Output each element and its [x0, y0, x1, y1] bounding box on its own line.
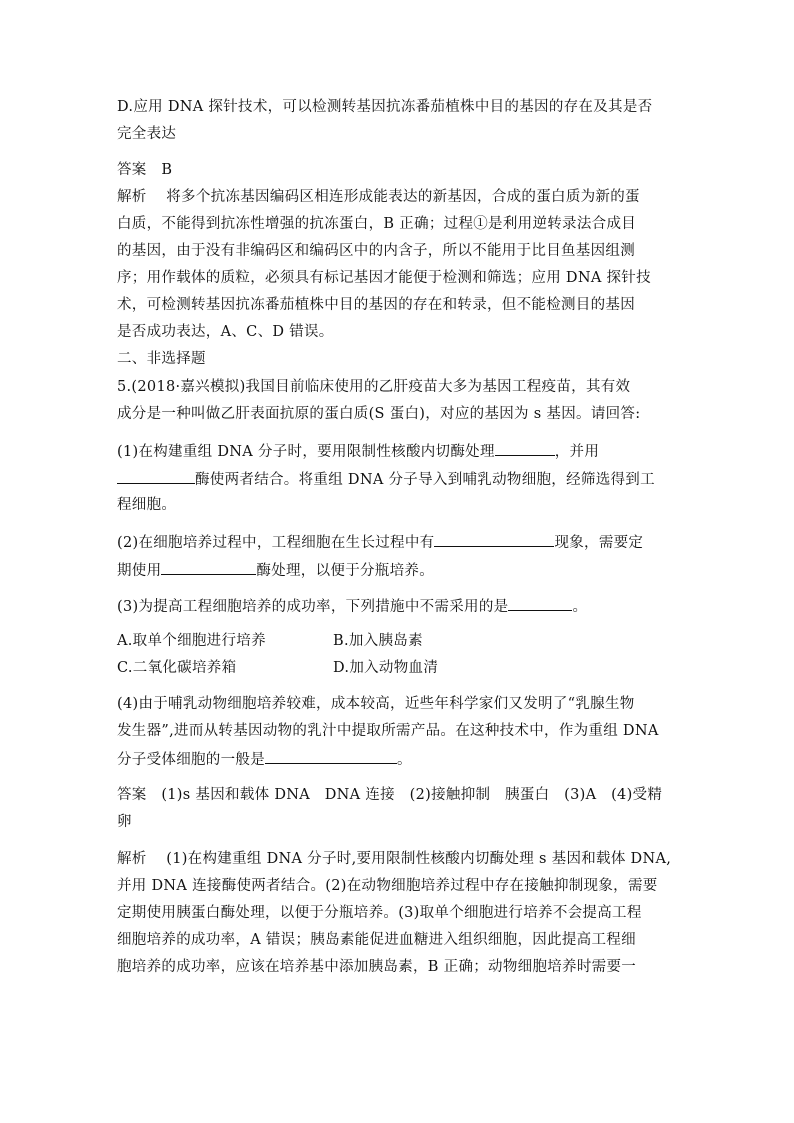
answer-blank	[161, 559, 256, 575]
q5-part3-text-b: 。	[572, 599, 588, 615]
section-heading: 二、非选择题	[117, 351, 206, 367]
answer5-line1: 答案 (1)s 基因和载体 DNA DNA 连接 (2)接触抑制 胰蛋白 (3)A (4)受精	[117, 787, 663, 803]
q5-part2-line1	[117, 531, 687, 553]
answer-prev: 答案 B	[117, 162, 173, 178]
analysis5-line: 胞培养的成功率，应该在培养基中添加胰岛素，B 正确；动物细胞培养时需要一	[117, 959, 637, 975]
q5-part1-text-a: (1)在构建重组 DNA 分子时，要用限制性核酸内切酶处理	[117, 444, 495, 460]
analysis-prev-line: 解析 将多个抗冻基因编码区相连形成能表达的新基因，合成的蛋白质为新的蛋	[117, 189, 640, 205]
q5-part1-line1	[117, 440, 687, 462]
option-d-line2: 完全表达	[117, 126, 177, 142]
answer-blank	[265, 748, 397, 764]
q5-part1-line2	[117, 468, 687, 490]
q5-part4-line2: 发生器”,进而从转基因动物的乳汁中提取所需产品。在这种技术中，作为重组 DNA	[117, 723, 659, 739]
analysis-prev-line: 是否成功表达，A、C、D 错误。	[117, 324, 334, 340]
option-d: D.加入动物血清	[333, 660, 439, 676]
analysis5-line: 并用 DNA 连接酶使两者结合。(2)在动物细胞培养过程中存在接触抑制现象，需要	[117, 878, 658, 894]
q5-part4-line3	[117, 748, 687, 770]
option-b: B.加入胰岛素	[333, 633, 423, 649]
q5-part4-line1: (4)由于哺乳动物细胞培养较难，成本较高，近些年科学家们又发明了“乳腺生物	[117, 696, 635, 712]
answer5-line2: 卵	[117, 814, 132, 830]
q5-part3-line	[117, 595, 687, 617]
q5-stem-line1: 5.(2018·嘉兴模拟)我国目前临床使用的乙肝疫苗大多为基因工程疫苗，其有效	[117, 379, 631, 395]
q5-part2-text-c: 期使用	[117, 563, 162, 579]
analysis-prev-line: 白质，不能得到抗冻性增强的抗冻蛋白，B 正确；过程①是利用逆转录法合成目	[117, 216, 637, 232]
analysis-prev-line: 序；用作载体的质粒，必须具有标记基因才能便于检测和筛选；应用 DNA 探针技	[117, 270, 651, 286]
q5-part2-text-a: (2)在细胞培养过程中，工程细胞在生长过程中有	[117, 535, 435, 551]
analysis-prev-line: 术，可检测转基因抗冻番茄植株中目的基因的存在和转录，但不能检测目的基因	[117, 297, 635, 313]
q5-part2-text-b: 现象，需要定	[554, 535, 644, 551]
answer-blank	[495, 440, 555, 456]
q5-options-row1	[117, 631, 687, 651]
option-c: C.二氧化碳培养箱	[117, 660, 237, 676]
analysis5-line: 定期使用胰蛋白酶处理，以便于分瓶培养。(3)取单个细胞进行培养不会提高工程	[117, 905, 642, 921]
q5-stem-line2: 成分是一种叫做乙肝表面抗原的蛋白质(S 蛋白)，对应的基因为 s 基因。请回答:	[117, 406, 641, 422]
q5-part2-text-d: 酶处理，以便于分瓶培养。	[256, 563, 435, 579]
q5-part4-text-d: 。	[397, 752, 412, 768]
answer-blank	[508, 595, 572, 611]
option-d-line1: D.应用 DNA 探针技术，可以检测转基因抗冻番茄植株中目的基因的存在及其是否	[117, 99, 653, 115]
q5-part1-line3: 程细胞。	[117, 497, 177, 513]
option-a: A.取单个细胞进行培养	[117, 633, 266, 649]
analysis5-line: 解析 (1)在构建重组 DNA 分子时,要用限制性核酸内切酶处理 s 基因和载体 DNA,	[117, 851, 672, 867]
analysis5-line: 细胞培养的成功率，A 错误；胰岛素能促进血糖进入组织细胞，因此提高工程细	[117, 932, 636, 948]
q5-part1-text-b: ，并用	[554, 444, 600, 460]
q5-options-row2	[117, 658, 687, 678]
answer-blank	[434, 531, 554, 547]
q5-part2-line2	[117, 559, 687, 581]
analysis-prev-line: 的基因，由于没有非编码区和编码区中的内含子，所以不能用于比目鱼基因组测	[117, 243, 635, 259]
answer-blank	[117, 468, 195, 484]
q5-part4-text-c: 分子受体细胞的一般是	[117, 752, 265, 768]
q5-part3-text-a: (3)为提高工程细胞培养的成功率，下列措施中不需采用的是	[117, 599, 509, 615]
q5-part1-text-c: 酶使两者结合。将重组 DNA 分子导入到哺乳动物细胞，经筛选得到工	[195, 472, 655, 488]
